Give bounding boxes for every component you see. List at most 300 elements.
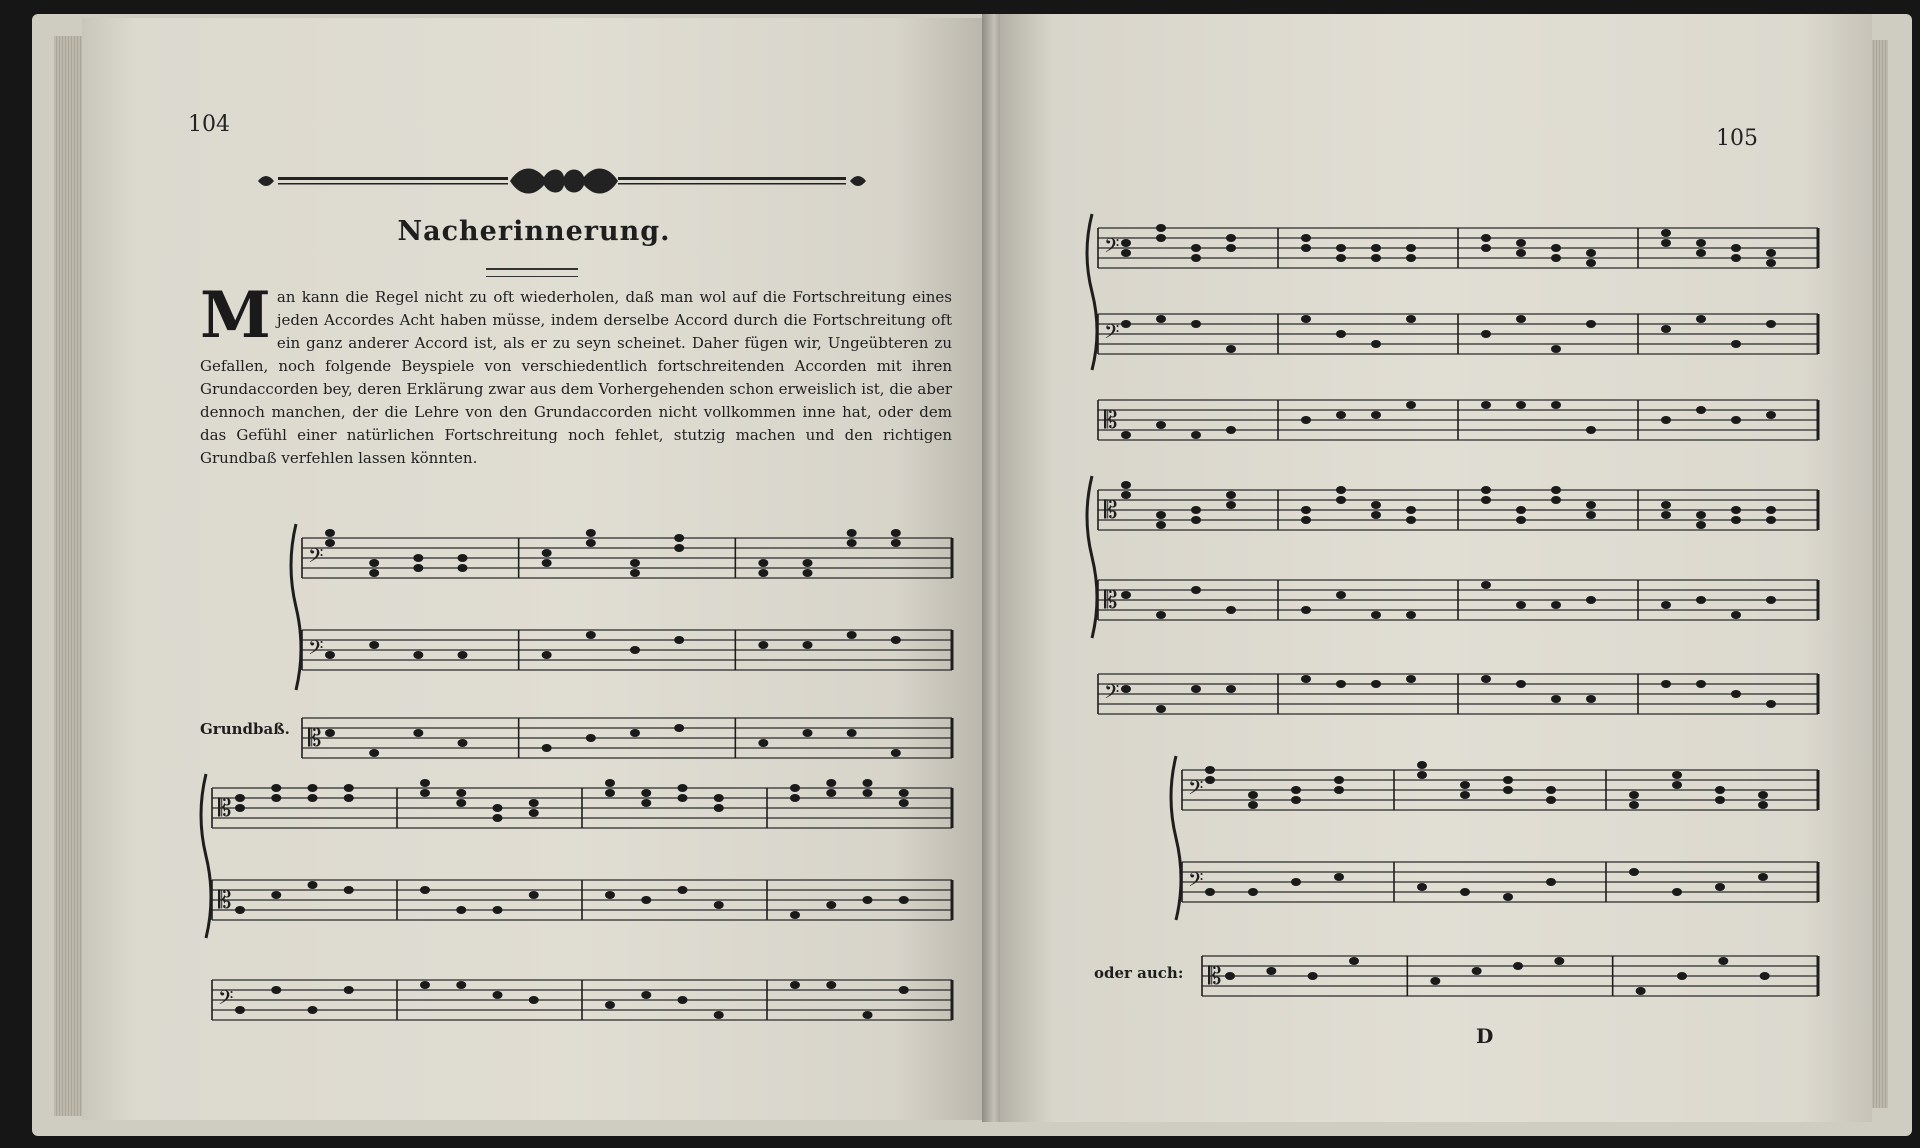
note-head — [1513, 962, 1523, 970]
note-head — [1661, 325, 1671, 333]
note-head — [1731, 244, 1741, 252]
note-head — [678, 996, 688, 1004]
music-staff — [1182, 862, 1818, 902]
note-head — [458, 554, 468, 562]
note-head — [308, 1006, 318, 1014]
note-head — [458, 564, 468, 572]
note-head — [1371, 244, 1381, 252]
note-head — [1546, 796, 1556, 804]
note-head — [1758, 873, 1768, 881]
note-head — [1430, 977, 1440, 985]
note-head — [1406, 254, 1416, 262]
note-head — [456, 981, 466, 989]
note-head — [1301, 675, 1311, 683]
note-head — [641, 789, 651, 797]
note-head — [790, 911, 800, 919]
note-head — [1677, 972, 1687, 980]
note-head — [1758, 791, 1768, 799]
note-head — [1301, 416, 1311, 424]
note-head — [1406, 506, 1416, 514]
note-head — [899, 789, 909, 797]
note-head — [1334, 786, 1344, 794]
note-head — [1460, 888, 1470, 896]
note-head — [1121, 685, 1131, 693]
note-head — [826, 981, 836, 989]
note-head — [369, 641, 379, 649]
note-head — [1672, 781, 1682, 789]
note-head — [542, 651, 552, 659]
note-head — [630, 729, 640, 737]
note-head — [456, 906, 466, 914]
note-head — [271, 784, 281, 792]
note-head — [899, 896, 909, 904]
note-head — [1696, 521, 1706, 529]
note-head — [1226, 685, 1236, 693]
note-head — [1766, 411, 1776, 419]
note-head — [1336, 680, 1346, 688]
note-head — [1503, 776, 1513, 784]
note-head — [1301, 244, 1311, 252]
note-head — [1406, 675, 1416, 683]
note-head — [344, 886, 354, 894]
clef-glyph: 𝄡 — [218, 886, 232, 914]
left-music-notation — [82, 18, 986, 1120]
note-head — [325, 651, 335, 659]
note-head — [1291, 796, 1301, 804]
paragraph-text: an kann die Regel nicht zu oft wiederholen, daß man wol auf die Fortschreitung eines jeden Accordes Acht haben müsse, indem derselbe Accord durch die Fortschreitung oft ein ganz anderer Accord ist, als er zu seyn scheinet. Daher fügen wir, Ungeübteren zu Gefallen, noch folgende Beyspiele von verschiedentlich fortschreitenden Accorden mit ihren Grundaccorden bey, deren Erklärung zwar aus dem Vorhergehenden schon erweislich ist, die aber dennoch manchen, der die Lehre von den Grundaccorden nicht vollkommen inne hat, oder dem das Gefühl einer natürlichen Fortschreitung noch fehlet, stutzig machen und den richtigen Grundbaß verfehlen lassen könnten. — [200, 288, 952, 467]
note-head — [1696, 680, 1706, 688]
note-head — [529, 799, 539, 807]
clef-glyph: 𝄡 — [1104, 406, 1118, 434]
drop-cap: M — [200, 278, 271, 353]
note-head — [1460, 781, 1470, 789]
note-head — [1481, 675, 1491, 683]
note-head — [493, 804, 503, 812]
note-head — [1661, 239, 1671, 247]
note-head — [790, 794, 800, 802]
music-staff — [1098, 580, 1818, 620]
note-head — [674, 724, 684, 732]
oder-auch-label: oder auch: — [1094, 964, 1184, 982]
note-head — [1226, 426, 1236, 434]
note-head — [1629, 801, 1639, 809]
clef-glyph: 𝄢 — [308, 636, 324, 664]
note-head — [678, 794, 688, 802]
note-head — [630, 646, 640, 654]
note-head — [1481, 581, 1491, 589]
clef-glyph: 𝄢 — [308, 544, 324, 572]
note-head — [1758, 801, 1768, 809]
note-head — [1336, 486, 1346, 494]
note-head — [674, 534, 684, 542]
note-head — [586, 631, 596, 639]
note-head — [1715, 786, 1725, 794]
note-head — [1731, 611, 1741, 619]
note-head — [1516, 680, 1526, 688]
note-head — [1718, 957, 1728, 965]
note-head — [1481, 244, 1491, 252]
note-head — [1472, 967, 1482, 975]
staff-brace — [291, 524, 301, 690]
note-head — [678, 784, 688, 792]
note-head — [529, 891, 539, 899]
note-head — [1406, 516, 1416, 524]
right-page — [1000, 14, 1872, 1122]
note-head — [1191, 320, 1201, 328]
note-head — [1516, 401, 1526, 409]
note-head — [420, 886, 430, 894]
note-head — [1460, 791, 1470, 799]
note-head — [891, 636, 901, 644]
note-head — [1586, 320, 1596, 328]
note-head — [1586, 501, 1596, 509]
note-head — [1371, 501, 1381, 509]
note-head — [1516, 506, 1526, 514]
note-head — [1661, 416, 1671, 424]
note-head — [1336, 411, 1346, 419]
page-heading: Nacherinnerung. — [397, 216, 671, 247]
note-head — [325, 529, 335, 537]
note-head — [678, 886, 688, 894]
clef-glyph: 𝄡 — [1104, 586, 1118, 614]
note-head — [826, 789, 836, 797]
note-head — [1715, 796, 1725, 804]
clef-glyph: 𝄡 — [218, 794, 232, 822]
note-head — [826, 779, 836, 787]
note-head — [1760, 972, 1770, 980]
note-head — [803, 729, 813, 737]
note-head — [1551, 601, 1561, 609]
clef-glyph: 𝄡 — [1104, 496, 1118, 524]
note-head — [605, 789, 615, 797]
note-head — [1516, 516, 1526, 524]
right-music-notation — [1000, 14, 1872, 1122]
staff-brace — [1171, 756, 1181, 920]
note-head — [1336, 254, 1346, 262]
clef-glyph: 𝄢 — [218, 986, 234, 1014]
note-head — [1156, 705, 1166, 713]
clef-glyph: 𝄢 — [1104, 680, 1120, 708]
note-head — [1121, 431, 1131, 439]
note-head — [1731, 506, 1741, 514]
note-head — [1406, 401, 1416, 409]
note-head — [1586, 249, 1596, 257]
note-head — [1766, 259, 1776, 267]
note-head — [1766, 596, 1776, 604]
note-head — [891, 539, 901, 547]
note-head — [1349, 957, 1359, 965]
music-staff — [1098, 481, 1818, 530]
note-head — [891, 529, 901, 537]
note-head — [714, 901, 724, 909]
clef-glyph: 𝄡 — [1208, 962, 1222, 990]
note-head — [1121, 481, 1131, 489]
note-head — [1516, 249, 1526, 257]
note-head — [1672, 888, 1682, 896]
note-head — [325, 729, 335, 737]
note-head — [1156, 224, 1166, 232]
note-head — [1661, 229, 1671, 237]
note-head — [1731, 340, 1741, 348]
note-head — [456, 789, 466, 797]
note-head — [605, 1001, 615, 1009]
note-head — [1226, 345, 1236, 353]
note-head — [271, 891, 281, 899]
note-head — [1417, 771, 1427, 779]
note-head — [420, 789, 430, 797]
note-head — [413, 651, 423, 659]
note-head — [714, 1011, 724, 1019]
note-head — [1371, 611, 1381, 619]
note-head — [1551, 254, 1561, 262]
note-head — [1766, 249, 1776, 257]
music-staff — [302, 718, 952, 758]
note-head — [1696, 511, 1706, 519]
staff-brace — [201, 774, 211, 938]
note-head — [1291, 786, 1301, 794]
note-head — [1551, 486, 1561, 494]
note-head — [529, 809, 539, 817]
note-head — [325, 539, 335, 547]
note-head — [847, 729, 857, 737]
music-staff — [1098, 400, 1818, 440]
note-head — [1766, 506, 1776, 514]
note-head — [586, 734, 596, 742]
note-head — [1546, 878, 1556, 886]
note-head — [605, 891, 615, 899]
music-staff — [1202, 956, 1818, 996]
music-staff — [212, 880, 952, 920]
note-head — [758, 569, 768, 577]
note-head — [641, 896, 651, 904]
note-head — [1121, 249, 1131, 257]
note-head — [847, 631, 857, 639]
note-head — [1334, 776, 1344, 784]
note-head — [1248, 888, 1258, 896]
note-head — [586, 539, 596, 547]
note-head — [271, 794, 281, 802]
note-head — [413, 554, 423, 562]
note-head — [714, 794, 724, 802]
note-head — [847, 529, 857, 537]
note-head — [674, 544, 684, 552]
note-head — [1629, 791, 1639, 799]
note-head — [1554, 957, 1564, 965]
note-head — [1586, 426, 1596, 434]
note-head — [1225, 972, 1235, 980]
note-head — [1481, 496, 1491, 504]
note-head — [1417, 761, 1427, 769]
music-staff — [302, 630, 952, 670]
note-head — [1205, 776, 1215, 784]
staff-brace — [1087, 476, 1097, 638]
note-head — [235, 804, 245, 812]
note-head — [1551, 695, 1561, 703]
note-head — [1301, 315, 1311, 323]
note-head — [605, 779, 615, 787]
note-head — [493, 814, 503, 822]
note-head — [641, 799, 651, 807]
note-head — [803, 641, 813, 649]
note-head — [1371, 680, 1381, 688]
note-head — [1266, 967, 1276, 975]
note-head — [1586, 695, 1596, 703]
note-head — [1586, 511, 1596, 519]
note-head — [1636, 987, 1646, 995]
note-head — [1226, 491, 1236, 499]
note-head — [420, 981, 430, 989]
note-head — [1156, 611, 1166, 619]
note-head — [1121, 320, 1131, 328]
note-head — [1481, 486, 1491, 494]
note-head — [1226, 244, 1236, 252]
note-head — [1406, 244, 1416, 252]
note-head — [1336, 496, 1346, 504]
note-head — [542, 744, 552, 752]
note-head — [1336, 591, 1346, 599]
clef-glyph: 𝄢 — [1104, 234, 1120, 262]
note-head — [1696, 249, 1706, 257]
note-head — [1696, 406, 1706, 414]
note-head — [714, 804, 724, 812]
note-head — [369, 749, 379, 757]
note-head — [586, 529, 596, 537]
note-head — [1731, 254, 1741, 262]
note-head — [1661, 601, 1671, 609]
note-head — [1481, 401, 1491, 409]
note-head — [493, 991, 503, 999]
note-head — [1191, 244, 1201, 252]
note-head — [899, 799, 909, 807]
note-head — [1121, 491, 1131, 499]
note-head — [1672, 771, 1682, 779]
note-head — [1766, 516, 1776, 524]
clef-glyph: 𝄢 — [1104, 320, 1120, 348]
note-head — [1766, 320, 1776, 328]
note-head — [758, 641, 768, 649]
note-head — [1301, 234, 1311, 242]
note-head — [1503, 786, 1513, 794]
note-head — [1191, 431, 1201, 439]
note-head — [235, 1006, 245, 1014]
note-head — [235, 794, 245, 802]
note-head — [369, 569, 379, 577]
note-head — [1248, 801, 1258, 809]
note-head — [641, 991, 651, 999]
note-head — [542, 559, 552, 567]
music-staff — [1098, 674, 1818, 714]
note-head — [1481, 330, 1491, 338]
note-head — [1226, 501, 1236, 509]
note-head — [1205, 888, 1215, 896]
note-head — [1516, 315, 1526, 323]
note-head — [1551, 496, 1561, 504]
note-head — [1766, 700, 1776, 708]
note-head — [1661, 501, 1671, 509]
note-head — [1661, 511, 1671, 519]
note-head — [1551, 244, 1561, 252]
note-head — [529, 996, 539, 1004]
note-head — [863, 1011, 873, 1019]
music-staff — [1098, 314, 1818, 354]
left-page — [82, 18, 986, 1120]
note-head — [803, 559, 813, 567]
note-head — [758, 559, 768, 567]
note-head — [1336, 330, 1346, 338]
note-head — [493, 906, 503, 914]
note-head — [1715, 883, 1725, 891]
note-head — [1205, 766, 1215, 774]
note-head — [344, 986, 354, 994]
staff-brace — [1087, 214, 1097, 370]
clef-glyph: 𝄢 — [1188, 776, 1204, 804]
note-head — [1301, 606, 1311, 614]
note-head — [1731, 690, 1741, 698]
note-head — [458, 651, 468, 659]
note-head — [1481, 234, 1491, 242]
note-head — [1371, 511, 1381, 519]
page-number-right: 105 — [1716, 126, 1758, 151]
note-head — [790, 784, 800, 792]
note-head — [1308, 972, 1318, 980]
grundbass-label: Grundbaß. — [200, 720, 290, 738]
note-head — [1516, 601, 1526, 609]
note-head — [1248, 791, 1258, 799]
note-head — [1406, 611, 1416, 619]
clef-glyph: 𝄢 — [1188, 868, 1204, 896]
note-head — [308, 881, 318, 889]
note-head — [1191, 506, 1201, 514]
note-head — [1226, 234, 1236, 242]
note-head — [1156, 521, 1166, 529]
note-head — [1417, 883, 1427, 891]
note-head — [1551, 401, 1561, 409]
note-head — [1301, 506, 1311, 514]
note-head — [847, 539, 857, 547]
note-head — [630, 569, 640, 577]
music-staff — [1098, 224, 1818, 268]
note-head — [542, 549, 552, 557]
note-head — [1406, 315, 1416, 323]
note-head — [308, 784, 318, 792]
note-head — [344, 794, 354, 802]
music-staff — [1182, 761, 1818, 810]
note-head — [1156, 421, 1166, 429]
note-head — [420, 779, 430, 787]
note-head — [1121, 239, 1131, 247]
note-head — [1696, 315, 1706, 323]
note-head — [413, 729, 423, 737]
note-head — [1586, 596, 1596, 604]
note-head — [1629, 868, 1639, 876]
note-head — [630, 559, 640, 567]
note-head — [863, 896, 873, 904]
note-head — [1156, 234, 1166, 242]
note-head — [674, 636, 684, 644]
note-head — [1191, 685, 1201, 693]
note-head — [826, 901, 836, 909]
note-head — [1731, 416, 1741, 424]
note-head — [1191, 586, 1201, 594]
note-head — [1191, 516, 1201, 524]
note-head — [758, 739, 768, 747]
note-head — [1226, 606, 1236, 614]
music-staff — [302, 529, 952, 578]
note-head — [1731, 516, 1741, 524]
note-head — [271, 986, 281, 994]
note-head — [1334, 873, 1344, 881]
note-head — [308, 794, 318, 802]
